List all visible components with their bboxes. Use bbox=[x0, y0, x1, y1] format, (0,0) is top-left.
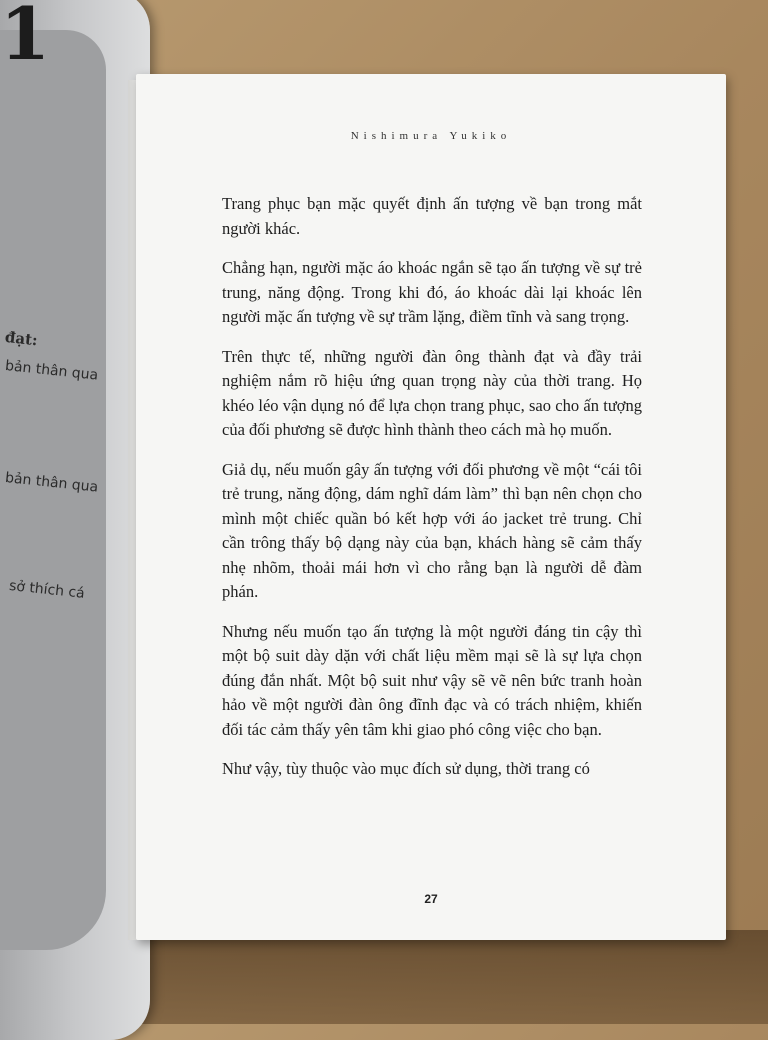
paragraph: Trên thực tế, những người đàn ông thành đạt và đầy trải nghiệm nắm rõ hiệu ứng quan trọng này của thời trang. Họ khéo léo vận dụng nó để lựa chọn trang phục, sao cho ấn tượng của đối phương sẽ được hình thành theo cách mà họ muốn. bbox=[222, 346, 642, 439]
left-snippet-1: bản thân qua bbox=[4, 358, 99, 384]
paragraph: Nhưng nếu muốn tạo ấn tượng là một người đáng tin cậy thì một bộ suit dày dặn với chất liệu mềm mại sẽ là sự lựa chọn đúng đắn nhất. Một bộ suit như vậy sẽ vẽ nên bức tranh hoàn hảo về một người đàn ông đĩnh đạc và có trách nhiệm, khiến đối tác cảm thấy yên tâm khi giao phó công việc cho bạn. bbox=[222, 621, 642, 739]
left-snippet-2: bản thân qua bbox=[4, 470, 99, 496]
body-text bbox=[222, 192, 642, 797]
paragraph: Chẳng hạn, người mặc áo khoác ngắn sẽ tạo ấn tượng về sự trẻ trung, năng động. Trong khi đó, áo khoác dài lại khoác lên người mặc ấn tượng về sự trầm lặng, điềm tĩnh và sang trọng. bbox=[222, 258, 642, 326]
paragraph: Như vậy, tùy thuộc vào mục đích sử dụng, thời trang có bbox=[222, 759, 590, 778]
page-number: 27 bbox=[424, 892, 438, 906]
chapter-numeral: 1 bbox=[0, 0, 51, 76]
paragraph: Trang phục bạn mặc quyết định ấn tượng về bạn trong mắt người khác. bbox=[222, 194, 642, 238]
left-snippet-3: sở thích cá bbox=[8, 578, 86, 602]
running-header: Nishimura Yukiko bbox=[350, 130, 512, 142]
left-snippet-heading: đạt: bbox=[4, 328, 39, 350]
right-page bbox=[136, 74, 726, 940]
paragraph: Giả dụ, nếu muốn gây ấn tượng với đối phương về một “cái tôi trẻ trung, năng động, dám nghĩ dám làm” thì bạn nên chọn cho mình một chiếc quần bó kết hợp với áo jacket trẻ trung. Chỉ cần trông thấy bộ dạng này của bạn, khách hàng sẽ cảm thấy nhẹ nhõm, thoải mái hơn vì cho rằng bạn là người dễ đàm phán. bbox=[222, 459, 642, 601]
